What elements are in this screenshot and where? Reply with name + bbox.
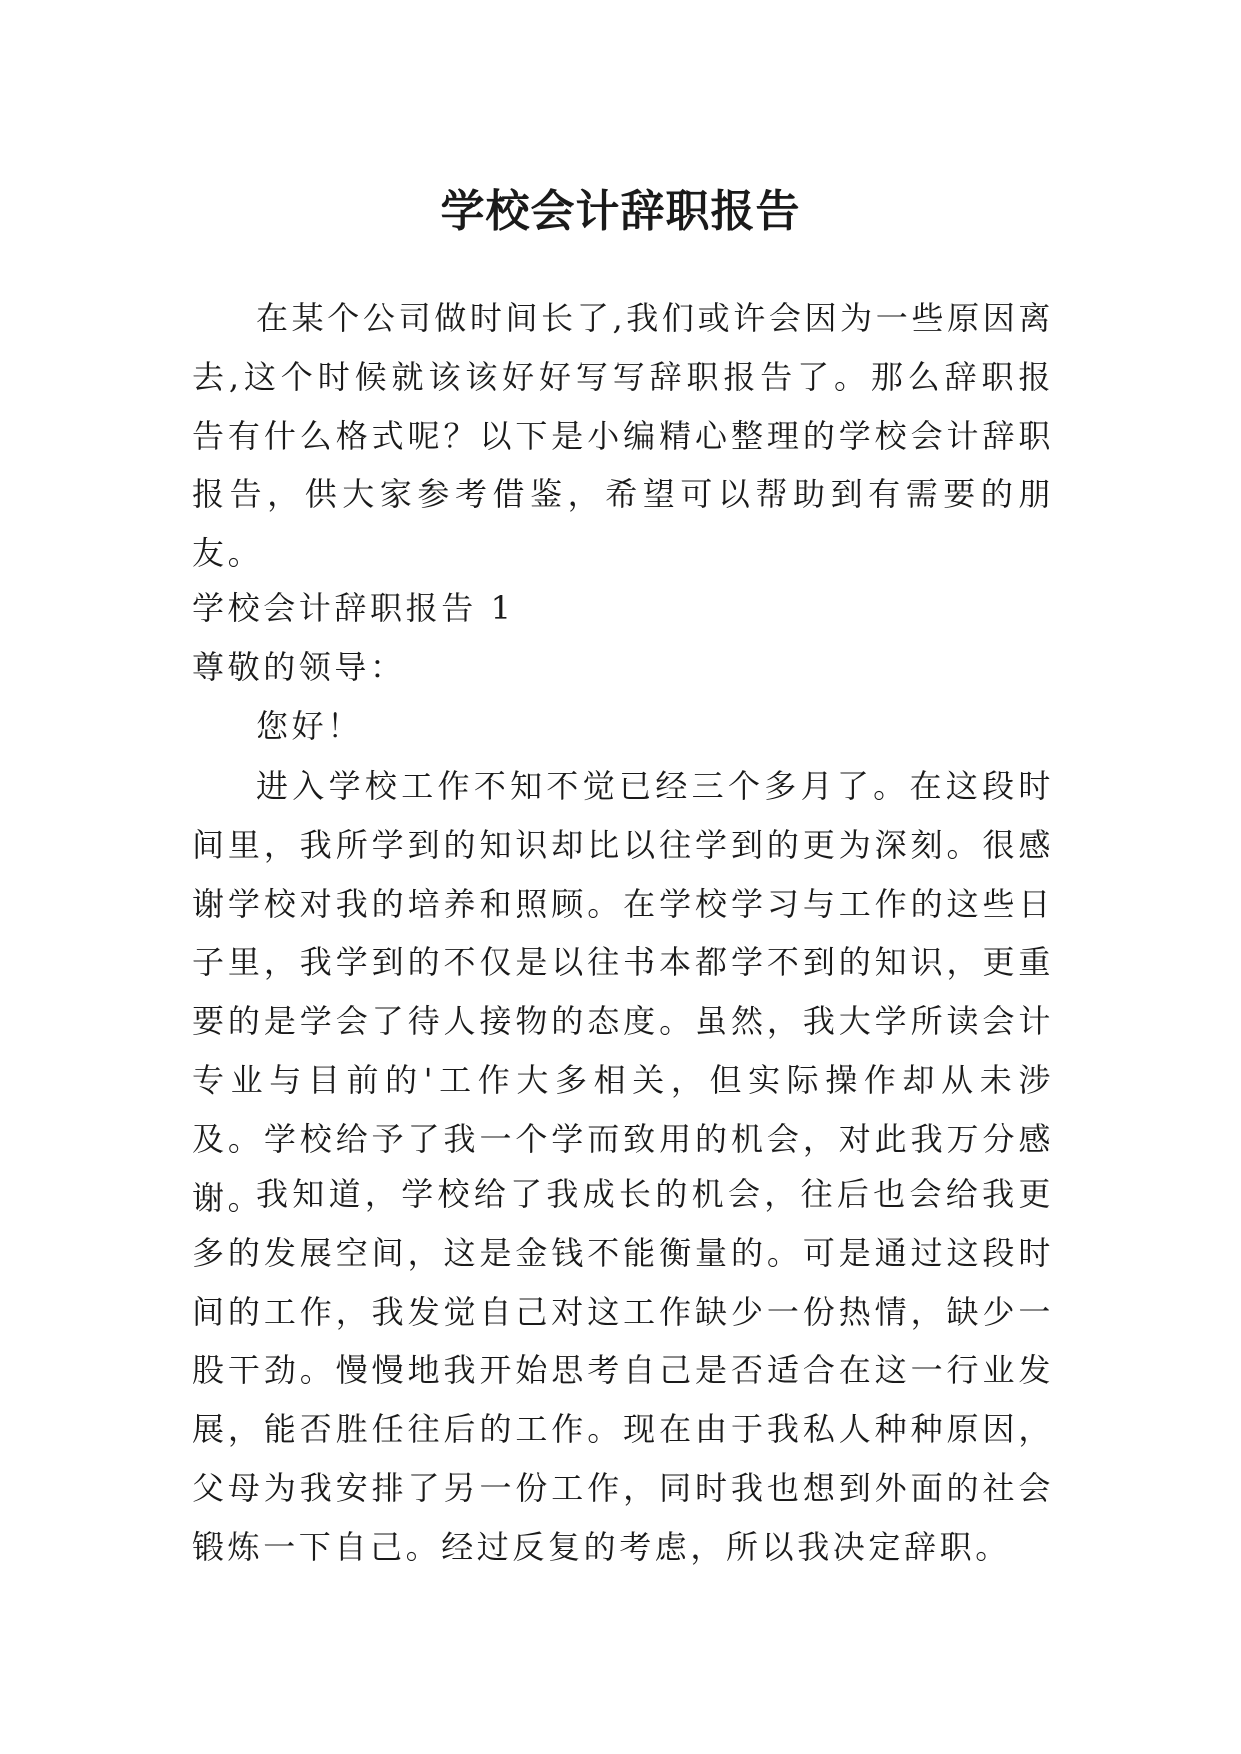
salutation: 尊敬的领导： (192, 648, 406, 686)
intro-paragraph: 在某个公司做时间长了,我们或许会因为一些原因离去,这个时候就该该好好写写辞职报告了。那么辞职报告有什么格式呢？以下是小编精心整理的学校会计辞职报告，供大家参考借鉴，希望可以帮助到有需要的朋友。 (192, 299, 1054, 573)
document-title: 学校会计辞职报告 (440, 186, 801, 238)
body-paragraph: 进入学校工作不知不觉已经三个多月了。在这段时间里，我所学到的知识却比以往学到的更为深刻。很感谢学校对我的培养和照顾。在学校学习与工作的这些日子里，我学到的不仅是以往书本都学不到的知识，更重要的是学会了待人接物的态度。虽然，我大学所读会计专业与目前的'工作大多相关，但实际操作却从未涉及。学校给予了我一个学而致用的机会，对此我万分感谢。 (192, 767, 1054, 1217)
section-heading: 学校会计辞职报告 1 (192, 589, 515, 627)
greeting: 您好！ (256, 707, 363, 745)
body-paragraph: 我知道，学校给了我成长的机会，往后也会给我更多的发展空间，这是金钱不能衡量的。可是通过这段时间的工作，我发觉自己对这工作缺少一份热情，缺少一股干劲。慢慢地我开始思考自己是否适合在这一行业发展，能否胜任往后的工作。现在由于我私人种种原因，父母为我安排了另一份工作，同时我也想到外面的社会锻炼一下自己。经过反复的考虑，所以我决定辞职。 (192, 1175, 1054, 1566)
